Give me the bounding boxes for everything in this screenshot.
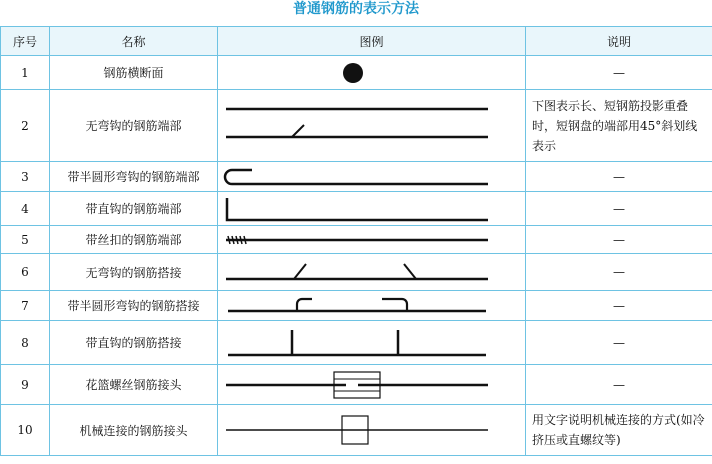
- row-no: 2: [1, 90, 50, 162]
- row-no: 3: [1, 162, 50, 192]
- table-row: [1, 365, 712, 405]
- row-name: 带半圆形弯钩的钢筋搭接: [50, 291, 218, 321]
- table-row: [1, 405, 712, 456]
- table-title: 普通钢筋的表示方法: [293, 1, 419, 17]
- table-row: [1, 56, 712, 90]
- rebar-lap-semicircle-hook-symbol: [222, 292, 522, 320]
- row-note: —: [526, 365, 712, 405]
- legend-cell: [218, 90, 526, 162]
- table-row: [1, 321, 712, 365]
- row-no: 10: [1, 405, 50, 456]
- row-note: —: [526, 192, 712, 226]
- turnbuckle-joint-symbol: [222, 366, 522, 404]
- mechanical-coupler-joint-symbol: [222, 406, 522, 454]
- row-name: 花篮螺丝钢筋接头: [50, 365, 218, 405]
- rebar-symbol-table: [0, 26, 712, 456]
- header-row: [1, 27, 712, 56]
- legend-cell: [218, 226, 526, 254]
- row-note: —: [526, 226, 712, 254]
- legend-cell: [218, 321, 526, 365]
- rebar-end-straight-hook-symbol: [222, 193, 522, 225]
- row-name: 无弯钩的钢筋端部: [50, 90, 218, 162]
- table-row: [1, 192, 712, 226]
- row-no: 8: [1, 321, 50, 365]
- row-note: —: [526, 56, 712, 90]
- table-row: [1, 254, 712, 291]
- row-note: —: [526, 321, 712, 365]
- rebar-end-no-hook-symbol: [222, 91, 522, 161]
- row-name: 钢筋横断面: [50, 56, 218, 90]
- legend-cell: [218, 365, 526, 405]
- legend-cell: [218, 56, 526, 90]
- table-row: [1, 162, 712, 192]
- legend-cell: [218, 162, 526, 192]
- row-no: 4: [1, 192, 50, 226]
- row-note: —: [526, 291, 712, 321]
- header-note: 说明: [526, 27, 712, 56]
- row-no: 7: [1, 291, 50, 321]
- row-note: —: [526, 254, 712, 291]
- row-no: 9: [1, 365, 50, 405]
- row-note: —: [526, 162, 712, 192]
- row-no: 6: [1, 254, 50, 291]
- row-name: 带直钩的钢筋端部: [50, 192, 218, 226]
- legend-cell: [218, 291, 526, 321]
- legend-cell: [218, 192, 526, 226]
- rebar-lap-straight-hook-symbol: [222, 322, 522, 364]
- legend-cell: [218, 254, 526, 291]
- rebar-cross-section-symbol: [222, 58, 522, 88]
- rebar-end-semicircle-hook-symbol: [222, 163, 522, 191]
- row-no: 5: [1, 226, 50, 254]
- rebar-end-threaded-symbol: [222, 227, 522, 253]
- row-note: 下图表示长、短钢筋投影重叠时，短钢盘的端部用45°斜划线表示: [526, 90, 712, 162]
- table-row: [1, 291, 712, 321]
- row-note: 用文字说明机械连接的方式(如冷挤压或直螺纹等): [526, 405, 712, 456]
- row-name: 带丝扣的钢筋端部: [50, 226, 218, 254]
- header-no: 序号: [1, 27, 50, 56]
- table-row: [1, 226, 712, 254]
- row-name: 机械连接的钢筋接头: [50, 405, 218, 456]
- rebar-lap-no-hook-symbol: [222, 255, 522, 289]
- row-name: 带半圆形弯钩的钢筋端部: [50, 162, 218, 192]
- row-name: 带直钩的钢筋搭接: [50, 321, 218, 365]
- legend-cell: [218, 405, 526, 456]
- header-name: 名称: [50, 27, 218, 56]
- table-row: [1, 90, 712, 162]
- row-name: 无弯钩的钢筋搭接: [50, 254, 218, 291]
- row-no: 1: [1, 56, 50, 90]
- header-legend: 图例: [218, 27, 526, 56]
